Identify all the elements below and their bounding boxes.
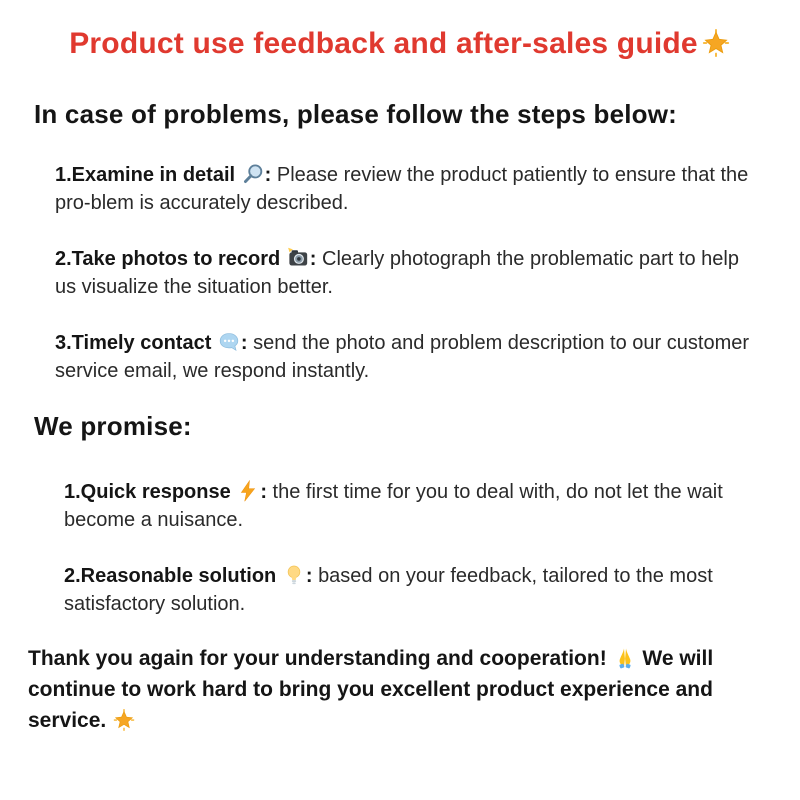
step-2-lead: 2.Take photos to record	[55, 248, 281, 270]
step-3-lead: 3.Timely contact	[55, 332, 212, 354]
step-3-body: send the photo and problem description to our customer service email, we respond instantly.	[55, 332, 750, 382]
light-bulb-icon	[283, 564, 305, 586]
promise-2-lead: 2.Reasonable solution	[64, 565, 277, 587]
footer-text-2: We will continue to work hard to bring you excellent product experience and service.	[28, 647, 714, 732]
page-title	[10, 27, 790, 61]
section-heading-promise: We promise:	[34, 411, 192, 441]
promise-2-colon: :	[305, 565, 313, 587]
footer-thanks	[28, 643, 758, 736]
step-item-2	[55, 245, 752, 301]
magnifying-glass-icon	[242, 163, 264, 185]
glowing-star-icon	[702, 29, 730, 57]
promise-item-2	[64, 562, 740, 618]
folded-hands-icon	[614, 647, 636, 669]
promise-1-lead: 1.Quick response	[64, 481, 231, 503]
footer-text-1: Thank you again for your understanding and cooperation!	[28, 647, 607, 670]
promise-1-colon: :	[260, 481, 267, 503]
promise-item-1	[64, 478, 740, 534]
glowing-star-icon	[113, 709, 135, 731]
step-2-body: Clearly photograph the problematic part to help us visualize the situation better.	[55, 248, 739, 298]
step-item-3	[55, 329, 752, 385]
promise-1-body: the first time for you to deal with, do not let the wait become a nuisance.	[64, 481, 723, 531]
step-2-colon: :	[309, 248, 317, 270]
speech-balloon-icon	[218, 331, 240, 353]
steps-list	[0, 161, 800, 385]
lightning-bolt-icon	[237, 480, 259, 502]
step-item-1	[55, 161, 752, 217]
step-1-colon: :	[264, 164, 272, 186]
section-heading-problems: In case of problems, please follow the steps below:	[34, 99, 678, 129]
camera-with-flash-icon	[287, 247, 309, 269]
step-1-lead: 1.Examine in detail	[55, 164, 236, 186]
step-3-colon: :	[240, 332, 248, 354]
step-1-body: Please review the product patiently to ensure that the pro-blem is accurately described.	[55, 164, 749, 214]
promise-list	[0, 478, 800, 618]
promise-2-body: based on your feedback, tailored to the most satisfactory solution.	[64, 565, 713, 615]
page-title-text: Product use feedback and after-sales guide	[69, 27, 698, 60]
